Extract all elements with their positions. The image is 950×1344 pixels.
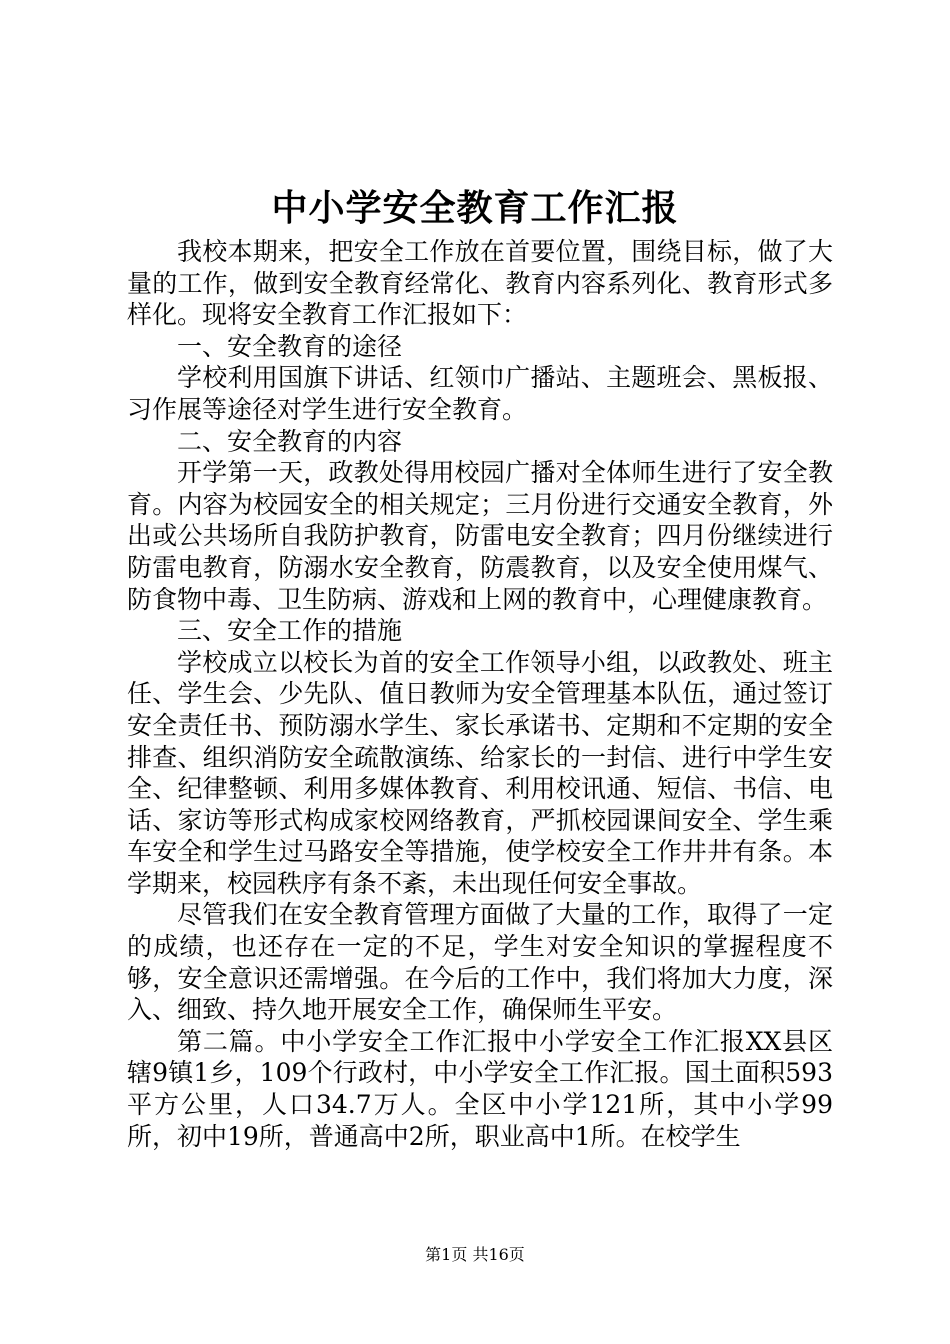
paragraph-contents: 开学第一天，政教处得用校园广播对全体师生进行了安全教育。内容为校园安全的相关规定；三月份进行交通安全教育，外出或公共场所自我防护教育，防雷电安全教育；四月份继续进行防雷电教育，防溺水安全教育，防震教育，以及安全使用煤气、防食物中毒、卫生防病、游戏和上网的教育中，心理健康教育。 [127, 458, 833, 614]
page-number-footer: 第1页 共16页 [425, 1245, 525, 1264]
paragraph-approaches: 学校利用国旗下讲话、红领巾广播站、主题班会、黑板报、习作展等途径对学生进行安全教育。 [127, 363, 833, 424]
paragraph-measures: 学校成立以校长为首的安全工作领导小组，以政教处、班主任、学生会、少先队、值日教师为安全管理基本队伍，通过签订安全责任书、预防溺水学生、家长承诺书、定期和不定期的安全排查、组织消防安全疏散演练、给家长的一封信、进行中学生安全、纪律整顿、利用多媒体教育、利用校讯通、短信、书信、电话、家访等形式构成家校网络教育，严抓校园课间安全、学生乘车安全和学生过马路安全等措施，使学校安全工作井井有条。本学期来，校园秩序有条不紊，未出现任何安全事故。 [127, 647, 833, 898]
section-heading-3: 三、安全工作的措施 [177, 616, 403, 646]
paragraph-shortcomings: 尽管我们在安全教育管理方面做了大量的工作，取得了一定的成绩，也还存在一定的不足，学生对安全知识的掌握程度不够，安全意识还需增强。在今后的工作中，我们将加大力度，深入、细致、持久地开展安全工作，确保师生平安。 [127, 900, 833, 1025]
document-body [127, 236, 833, 1152]
paragraph-intro: 我校本期来，把安全工作放在首要位置，围绕目标，做了大量的工作，做到安全教育经常化、教育内容系列化、教育形式多样化。现将安全教育工作汇报如下： [127, 237, 833, 330]
document-title: 中小学安全教育工作汇报 [271, 187, 679, 229]
paragraph-second-article: 第二篇。中小学安全工作汇报中小学安全工作汇报XX县区辖9镇1乡，109个行政村，中小学安全工作汇报。国土面积593平方公里，人口34.7万人。全区中小学121所，其中小学99所，初中19所，普通高中2所，职业高中1所。在校学生 [127, 1026, 833, 1151]
section-heading-2: 二、安全教育的内容 [177, 426, 403, 456]
section-heading-1: 一、安全教育的途径 [177, 331, 403, 361]
